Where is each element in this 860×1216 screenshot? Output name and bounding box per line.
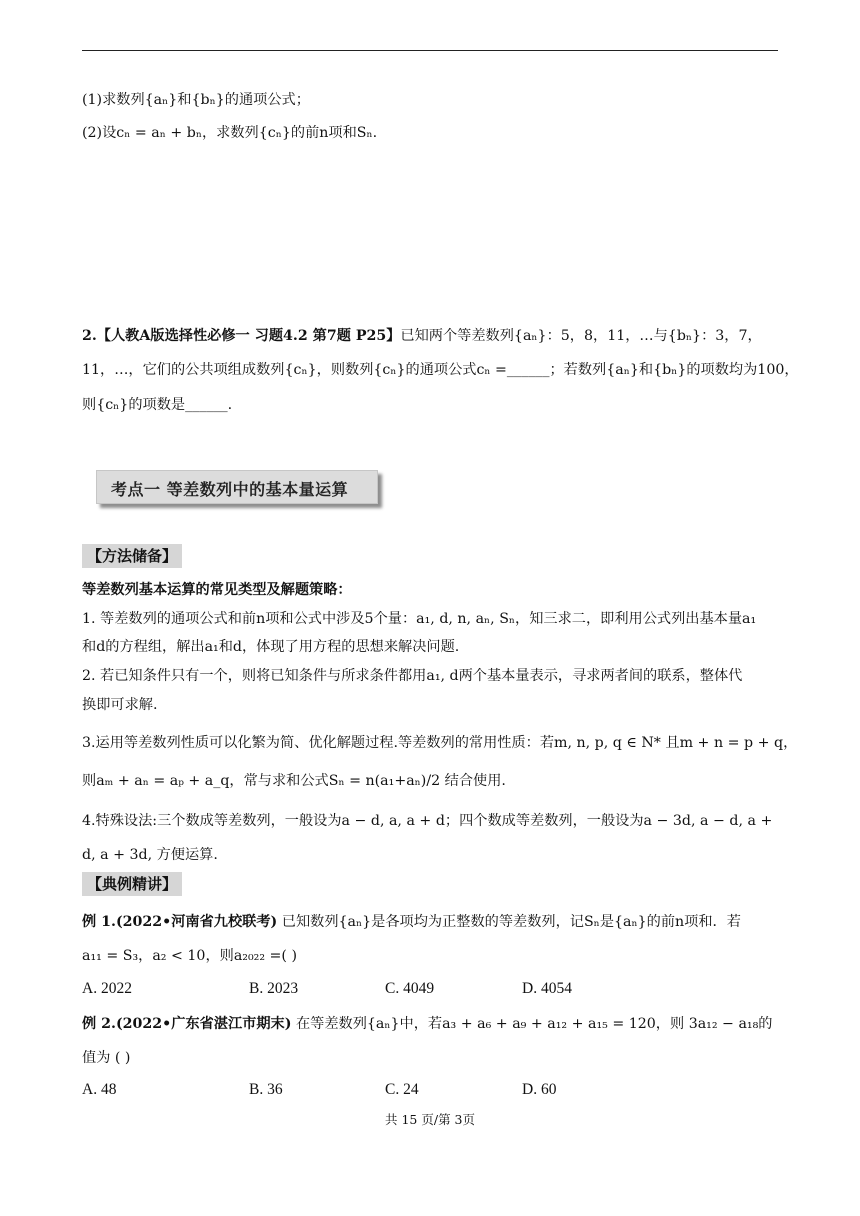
q2-line1 <box>82 326 762 346</box>
method-heading: 【方法储备】 <box>82 544 182 568</box>
ex1-line2: a₁₁ = S₃，a₂ < 10，则a₂₀₂₂ =( ) <box>82 948 298 964</box>
ex1-option-c: C. 4049 <box>385 980 435 997</box>
method-p3a: 3.运用等差数列性质可以化繁为简、优化解题过程.等差数列的常用性质：若m, n, p, q ∈ N* 且m + n = p + q， <box>82 735 798 751</box>
method-p1b: 和d的方程组，解出a₁和d，体现了用方程的思想来解决问题. <box>82 639 460 655</box>
ex2-label: 例 2.(2022•广东省湛江市期末) <box>82 1016 292 1032</box>
q1-part2: (2)设cₙ = aₙ + bₙ，求数列{cₙ}的前n项和Sₙ. <box>82 125 378 141</box>
ex1-text1: 已知数列{aₙ}是各项均为正整数的等差数列，记Sₙ是{aₙ}的前n项和．若 <box>281 914 741 930</box>
ex1-option-d: D. 4054 <box>522 980 572 997</box>
examples-heading: 【典例精讲】 <box>82 872 182 896</box>
method-p3b: 则aₘ + aₙ = aₚ + a_q，常与求和公式Sₙ = n(a₁+aₙ)/2 结合使用. <box>82 773 506 789</box>
ex1-option-a: A. 2022 <box>82 980 132 997</box>
q2-source: 2.【人教A版选择性必修一 习题4.2 第7题 P25】 <box>82 328 401 344</box>
ex2-line1 <box>82 1014 772 1034</box>
page-footer: 共 15 页/第 3页 <box>385 1112 475 1127</box>
ex2-option-a: A. 48 <box>82 1081 117 1098</box>
ex2-option-c: C. 24 <box>385 1081 419 1098</box>
ex2-option-d: D. 60 <box>522 1081 557 1098</box>
ex1-option-b: B. 2023 <box>249 980 299 997</box>
q1-part1: (1)求数列{aₙ}和{bₙ}的通项公式； <box>82 92 310 108</box>
q2-line3: 则{cₙ}的项数是______. <box>82 397 233 413</box>
ex2-line2: 值为 ( ) <box>82 1050 131 1066</box>
section-banner <box>96 470 378 504</box>
method-p1a: 1. 等差数列的通项公式和前n项和公式中涉及5个量：a₁, d, n, aₙ, Sₙ，知三求二，即利用公式列出基本量a₁ <box>82 611 757 627</box>
method-title: 等差数列基本运算的常见类型及解题策略： <box>82 582 352 598</box>
header-rule <box>82 50 778 51</box>
method-p2a: 2. 若已知条件只有一个，则将已知条件与所求条件都用a₁, d两个基本量表示，寻求两者间的联系，整体代 <box>82 668 743 684</box>
q2-text1: 已知两个等差数列{aₙ}：5，8，11，…与{bₙ}：3，7， <box>400 328 762 344</box>
section-banner-title: 考点一 等差数列中的基本量运算 <box>111 480 349 499</box>
ex1-label: 例 1.(2022•河南省九校联考) <box>82 914 278 930</box>
ex1-line1 <box>82 912 741 932</box>
method-p2b: 换即可求解. <box>82 697 158 713</box>
q2-line2: 11，…，它们的公共项组成数列{cₙ}，则数列{cₙ}的通项公式cₙ =______；若数列{aₙ}和{bₙ}的项数均为100， <box>82 362 799 378</box>
ex2-option-b: B. 36 <box>249 1081 283 1098</box>
ex2-text1: 在等差数列{aₙ}中，若a₃ + a₆ + a₉ + a₁₂ + a₁₅ = 120，则 3a₁₂ − a₁₈的 <box>295 1016 773 1032</box>
method-p4b: d, a + 3d, 方便运算. <box>82 847 218 863</box>
method-p4a: 4.特殊设法:三个数成等差数列，一般设为a − d, a, a + d；四个数成等差数列，一般设为a − 3d, a − d, a + <box>82 813 773 829</box>
